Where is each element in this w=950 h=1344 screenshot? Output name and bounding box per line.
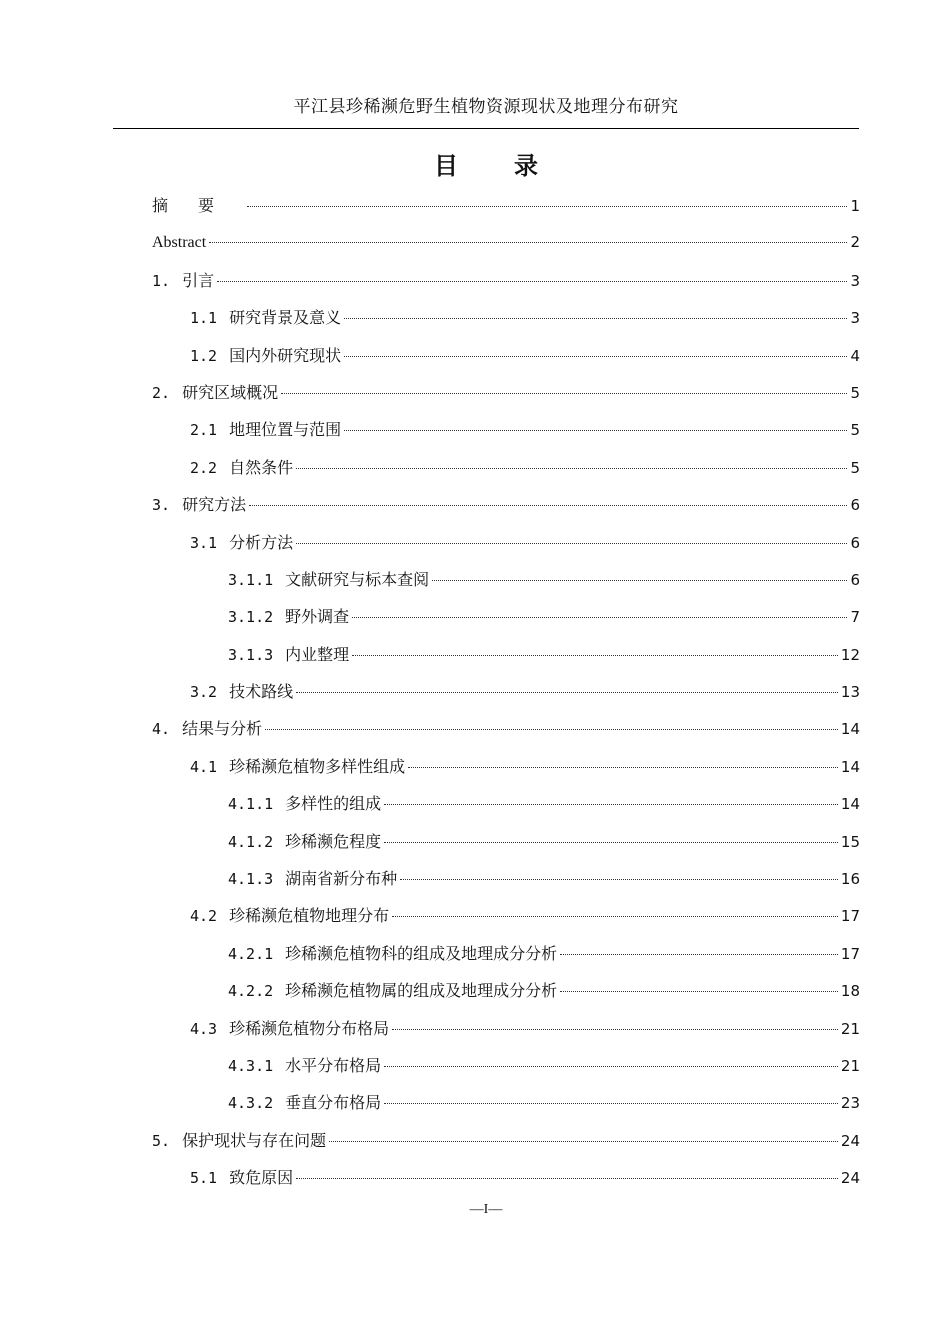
toc-entry-number: 4.2.2 — [228, 982, 274, 1001]
header-rule — [113, 128, 859, 129]
toc-entry-number: 4.1.1 — [228, 795, 274, 814]
toc-entry-page: 5 — [850, 383, 860, 402]
toc-entry-number: 4.3.2 — [228, 1094, 274, 1113]
toc-entry-page: 17 — [840, 944, 860, 963]
toc-entry[interactable] — [152, 1010, 860, 1047]
toc-entry-number: 4.2.1 — [228, 944, 274, 963]
dot-leader — [296, 1178, 838, 1179]
toc-title — [113, 146, 859, 181]
toc-entry[interactable] — [152, 1122, 860, 1159]
dot-leader — [392, 1029, 838, 1030]
dot-leader — [560, 954, 838, 955]
toc-entry-page: 13 — [840, 683, 860, 702]
toc-entry-label: 致危原因 — [229, 1168, 294, 1188]
dot-leader — [265, 729, 838, 730]
dot-leader — [281, 393, 847, 394]
toc-entry[interactable] — [152, 1084, 860, 1121]
toc-entry-page: 7 — [850, 608, 860, 627]
dot-leader — [296, 692, 838, 693]
toc-entry-page: 23 — [840, 1094, 860, 1113]
toc-entry[interactable] — [152, 897, 860, 934]
toc-entry-page: 16 — [840, 870, 860, 889]
running-header-title: 平江县珍稀濒危野生植物资源现状及地理分布研究 — [293, 97, 679, 117]
toc-entry-page: 3 — [850, 271, 860, 290]
toc-entry[interactable] — [152, 374, 860, 411]
toc-entry-label: 国内外研究现状 — [229, 345, 342, 365]
toc-entry-number: 3.1.1 — [228, 570, 274, 589]
dot-leader — [247, 206, 847, 207]
toc-entry-number: 4.1 — [190, 757, 218, 776]
toc-entry-page: 2 — [850, 233, 860, 252]
dot-leader — [432, 580, 847, 581]
toc-entry-page: 6 — [850, 570, 860, 589]
toc-entry[interactable] — [152, 935, 860, 972]
toc-entry-label: 珍稀濒危植物科的组成及地理成分分析 — [285, 943, 558, 963]
toc-entry-number: 3.2 — [190, 683, 218, 702]
dot-leader — [560, 991, 838, 992]
dot-leader — [329, 1141, 838, 1142]
toc-entry-label: 珍稀濒危植物多样性组成 — [229, 756, 406, 776]
toc-entry-number: 3.1.3 — [228, 645, 274, 664]
table-of-contents — [152, 187, 860, 1197]
toc-entry[interactable] — [152, 262, 860, 299]
toc-entry-page: 5 — [850, 421, 860, 440]
page-number: —I— — [469, 1202, 503, 1217]
toc-entry-number: 1.1 — [190, 309, 218, 328]
toc-entry-number: 1.2 — [190, 346, 218, 365]
toc-entry[interactable] — [152, 673, 860, 710]
toc-entry[interactable] — [152, 486, 860, 523]
toc-entry-number: 3.1 — [190, 533, 218, 552]
toc-entry-label: 引言 — [182, 270, 215, 290]
toc-entry[interactable] — [152, 1159, 860, 1196]
toc-entry-label: 珍稀濒危植物分布格局 — [229, 1018, 390, 1038]
toc-entry-page: 21 — [840, 1056, 860, 1075]
toc-entry-number: 5.1 — [190, 1169, 218, 1188]
toc-entry-page: 24 — [840, 1131, 860, 1150]
toc-entry-page: 14 — [840, 757, 860, 776]
toc-entry-label: Abstract — [152, 234, 207, 252]
toc-entry-number: 4.3.1 — [228, 1056, 274, 1075]
toc-title-char-1: 目 — [434, 152, 458, 180]
toc-entry[interactable] — [152, 1047, 860, 1084]
toc-entry[interactable] — [152, 636, 860, 673]
dot-leader — [384, 842, 838, 843]
toc-entry[interactable] — [152, 823, 860, 860]
dot-leader — [344, 430, 847, 431]
dot-leader — [352, 655, 838, 656]
toc-entry-number: 4.2 — [190, 907, 218, 926]
toc-entry-page: 14 — [840, 720, 860, 739]
toc-entry-page: 18 — [840, 982, 860, 1001]
toc-entry[interactable] — [152, 860, 860, 897]
toc-entry-label: 野外调查 — [285, 607, 350, 627]
toc-entry[interactable] — [152, 972, 860, 1009]
toc-entry-label: 研究方法 — [182, 495, 247, 515]
toc-entry-label: 保护现状与存在问题 — [182, 1130, 327, 1150]
toc-entry-label: 珍稀濒危植物地理分布 — [229, 906, 390, 926]
toc-entry-number: 3. — [152, 496, 171, 515]
toc-entry-page: 1 — [850, 197, 860, 215]
dot-leader — [352, 617, 847, 618]
toc-entry[interactable] — [152, 748, 860, 785]
dot-leader — [384, 1066, 838, 1067]
toc-entry-page: 14 — [840, 795, 860, 814]
toc-entry[interactable] — [152, 187, 860, 224]
toc-entry[interactable] — [152, 524, 860, 561]
toc-entry-label: 珍稀濒危植物属的组成及地理成分分析 — [285, 981, 558, 1001]
toc-entry-page: 6 — [850, 496, 860, 515]
toc-entry-page: 24 — [840, 1169, 860, 1188]
dot-leader — [344, 318, 847, 319]
toc-entry-label: 研究区域概况 — [182, 382, 279, 402]
dot-leader — [392, 916, 838, 917]
toc-entry-number: 4.1.2 — [228, 832, 274, 851]
dot-leader — [217, 281, 847, 282]
toc-entry-page: 12 — [840, 645, 860, 664]
toc-entry-label: 摘要 — [152, 196, 245, 215]
dot-leader — [209, 242, 847, 243]
dot-leader — [384, 804, 838, 805]
toc-title-char-2: 录 — [514, 152, 538, 180]
toc-entry-label: 水平分布格局 — [285, 1055, 382, 1075]
dot-leader — [296, 543, 847, 544]
dot-leader — [384, 1103, 838, 1104]
toc-entry-label: 地理位置与范围 — [229, 420, 342, 440]
toc-entry-number: 2.2 — [190, 458, 218, 477]
toc-entry-label: 自然条件 — [229, 457, 294, 477]
toc-entry[interactable] — [152, 337, 860, 374]
dot-leader — [408, 767, 838, 768]
toc-entry-label: 内业整理 — [285, 644, 350, 664]
toc-entry-label: 垂直分布格局 — [285, 1093, 382, 1113]
dot-leader — [344, 356, 847, 357]
toc-entry-page: 5 — [850, 458, 860, 477]
toc-entry-number: 2. — [152, 383, 171, 402]
toc-entry-number: 1. — [152, 271, 171, 290]
toc-entry-label: 分析方法 — [229, 532, 294, 552]
toc-entry-number: 4.1.3 — [228, 870, 274, 889]
toc-entry-label: 湖南省新分布种 — [285, 869, 398, 889]
toc-entry-page: 6 — [850, 533, 860, 552]
toc-entry-label: 多样性的组成 — [285, 794, 382, 814]
toc-entry-label: 珍稀濒危程度 — [285, 831, 382, 851]
dot-leader — [249, 505, 847, 506]
toc-entry-page: 3 — [850, 309, 860, 328]
toc-entry-page: 4 — [850, 346, 860, 365]
toc-entry[interactable] — [152, 785, 860, 822]
toc-entry-page: 21 — [840, 1019, 860, 1038]
toc-entry-label: 结果与分析 — [182, 719, 263, 739]
dot-leader — [400, 879, 838, 880]
toc-entry[interactable] — [152, 598, 860, 635]
dot-leader — [296, 468, 847, 469]
toc-entry-page: 17 — [840, 907, 860, 926]
toc-entry-number: 2.1 — [190, 421, 218, 440]
toc-entry-number: 5. — [152, 1131, 171, 1150]
toc-entry[interactable] — [152, 411, 860, 448]
toc-entry-number: 4.3 — [190, 1019, 218, 1038]
toc-entry[interactable] — [152, 561, 860, 598]
toc-entry[interactable] — [152, 449, 860, 486]
toc-entry-page: 15 — [840, 832, 860, 851]
toc-entry-number: 3.1.2 — [228, 608, 274, 627]
toc-entry[interactable] — [152, 224, 860, 261]
toc-entry-number: 4. — [152, 720, 171, 739]
toc-entry-label: 技术路线 — [229, 682, 294, 702]
toc-entry[interactable] — [152, 710, 860, 747]
toc-entry[interactable] — [152, 299, 860, 336]
toc-entry-label: 文献研究与标本查阅 — [285, 569, 430, 589]
toc-entry-label: 研究背景及意义 — [229, 308, 342, 328]
